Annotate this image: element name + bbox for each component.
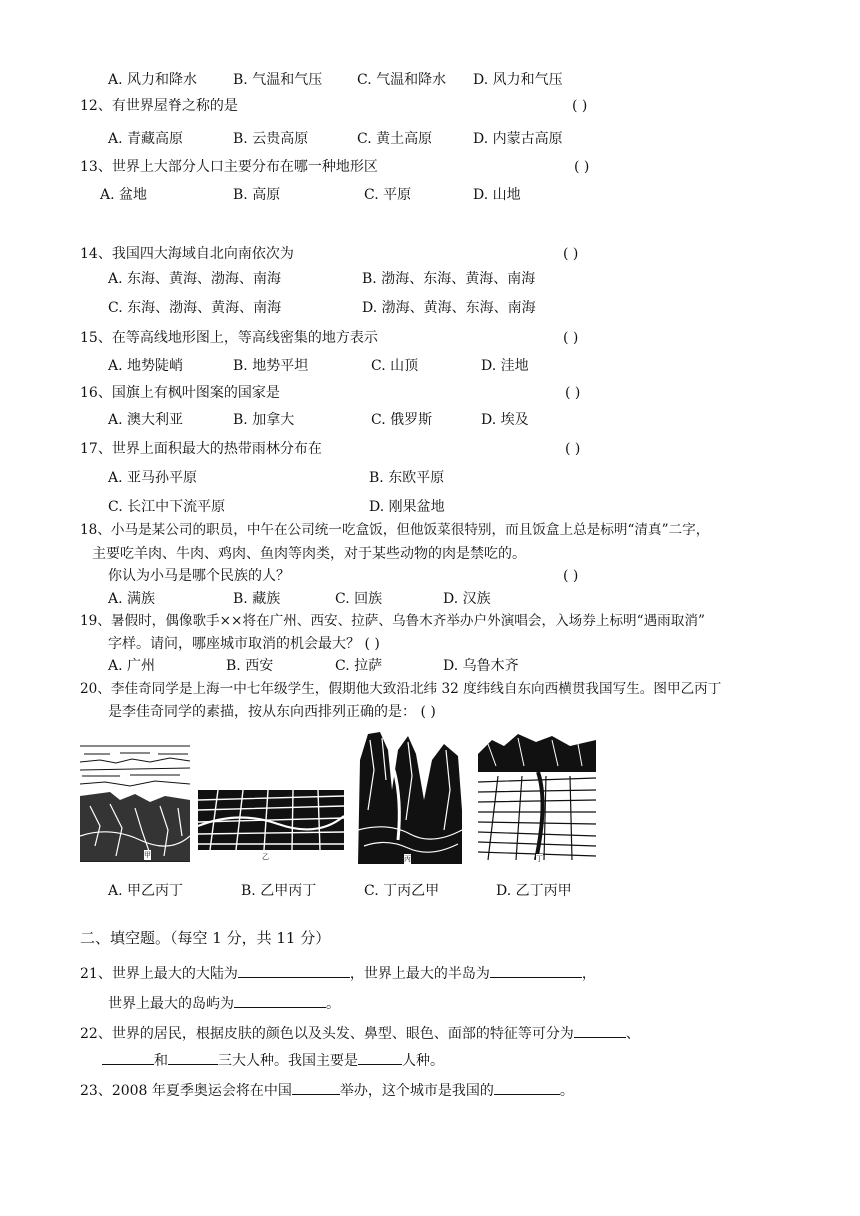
q21-text-e: 。 xyxy=(326,996,340,1012)
q12-option-c: C. 黄土高原 xyxy=(357,131,433,147)
q21-text-b: ，世界上最大的半岛为 xyxy=(349,966,490,982)
q21-text-d: 世界上最大的岛屿为 xyxy=(108,996,234,1012)
q18-option-c: C. 回族 xyxy=(335,591,383,607)
q21-line-2 xyxy=(108,993,340,1013)
q22-text-c: 和 xyxy=(154,1053,168,1069)
q20-option-d: D. 乙丁丙甲 xyxy=(496,883,572,899)
q22-blank-4[interactable] xyxy=(358,1050,402,1065)
q18-option-d: D. 汉族 xyxy=(443,591,491,607)
sketch-bing-drawing xyxy=(358,730,462,864)
section-2-heading: 二、填空题。（每空 1 分，共 11 分） xyxy=(80,929,331,947)
q22-text-e: 人种。 xyxy=(402,1053,444,1069)
q15-answer-paren: ( ) xyxy=(563,330,579,346)
q23-text-b: 举办，这个城市是我国的 xyxy=(339,1083,494,1099)
sketch-bing-caption: 丙 xyxy=(404,855,411,863)
sketch-bing xyxy=(358,730,462,864)
q21-blank-2[interactable] xyxy=(490,963,582,978)
q16-answer-paren: ( ) xyxy=(565,385,581,401)
q19-option-c: C. 拉萨 xyxy=(335,658,383,674)
q18-stem-line-2: 主要吃羊肉、牛肉、鸡肉、鱼肉等肉类，对于某些动物的肉是禁吃的。 xyxy=(92,546,526,562)
q18-option-b: B. 藏族 xyxy=(233,591,281,607)
q23-blank-1[interactable] xyxy=(292,1080,340,1095)
q18-stem-line-1: 18、小马是某公司的职员，中午在公司统一吃盒饭，但他饭菜很特别，而且饭盒上总是标明“清真”二字， xyxy=(80,522,710,538)
q14-option-b: B. 渤海、东海、黄海、南海 xyxy=(362,271,536,287)
q21-line-1 xyxy=(80,963,596,983)
q17-option-c: C. 长江中下流平原 xyxy=(108,499,226,515)
q17-answer-paren: ( ) xyxy=(565,441,581,457)
q23-text-c: 。 xyxy=(559,1083,574,1099)
q21-text-a: 21、世界上最大的大陆为 xyxy=(80,966,238,982)
q12-option-b: B. 云贵高原 xyxy=(233,131,309,147)
q23-text-a: 23、2008 年夏季奥运会将在中国 xyxy=(80,1083,292,1099)
q21-blank-1[interactable] xyxy=(238,963,350,978)
q16-option-c: C. 俄罗斯 xyxy=(371,412,433,428)
q13-option-c: C. 平原 xyxy=(364,187,412,203)
q14-answer-paren: ( ) xyxy=(563,246,579,262)
q16-option-a: A. 澳大利亚 xyxy=(108,412,184,428)
sketch-yi-caption: 乙 xyxy=(262,853,269,861)
q17-option-d: D. 刚果盆地 xyxy=(369,499,445,515)
q18-stem-line-3: 你认为小马是哪个民族的人？ xyxy=(108,568,290,584)
q16-stem: 16、国旗上有枫叶图案的国家是 xyxy=(80,385,280,401)
q22-blank-3[interactable] xyxy=(168,1050,218,1065)
q13-answer-paren: ( ) xyxy=(574,159,590,175)
q20-option-a: A. 甲乙丙丁 xyxy=(108,883,184,899)
q11-option-c: C. 气温和降水 xyxy=(357,72,447,88)
q11-option-b: B. 气温和气压 xyxy=(233,72,323,88)
q20-stem-line-1: 20、李佳奇同学是上海一中七年级学生，假期他大致沿北纬 32 度纬线自东向西横贯我国写生。图甲乙丙丁 xyxy=(80,681,722,697)
q19-option-d: D. 乌鲁木齐 xyxy=(443,658,519,674)
q19-option-b: B. 西安 xyxy=(226,658,274,674)
q13-option-a: A. 盆地 xyxy=(100,187,148,203)
q17-option-a: A. 亚马孙平原 xyxy=(108,470,198,486)
sketch-jia xyxy=(80,736,190,862)
q22-line-2 xyxy=(102,1050,444,1070)
q14-option-c: C. 东海、渤海、黄海、南海 xyxy=(108,300,282,316)
q12-option-a: A. 青藏高原 xyxy=(108,131,184,147)
q19-stem-line-2: 字样。请问，哪座城市取消的机会最大？ ( ) xyxy=(108,636,380,652)
q15-option-d: D. 洼地 xyxy=(481,358,529,374)
q11-option-d: D. 风力和气压 xyxy=(473,72,563,88)
q16-option-b: B. 加拿大 xyxy=(233,412,295,428)
q17-option-b: B. 东欧平原 xyxy=(369,470,445,486)
q15-option-b: B. 地势平坦 xyxy=(233,358,309,374)
q12-option-d: D. 内蒙古高原 xyxy=(473,131,563,147)
q14-stem: 14、我国四大海域自北向南依次为 xyxy=(80,246,294,262)
sketch-ding-caption: 丁 xyxy=(536,855,543,862)
q22-blank-1[interactable] xyxy=(574,1023,626,1038)
sketch-jia-caption: 甲 xyxy=(144,851,151,859)
q14-option-a: A. 东海、黄海、渤海、南海 xyxy=(108,271,282,287)
sketch-ding xyxy=(478,732,596,862)
sketch-yi-drawing xyxy=(198,790,344,862)
q22-blank-2[interactable] xyxy=(102,1050,154,1065)
q18-answer-paren: ( ) xyxy=(563,568,579,584)
q13-option-b: B. 高原 xyxy=(233,187,281,203)
q14-option-d: D. 渤海、黄海、东海、南海 xyxy=(362,300,536,316)
q23-line xyxy=(80,1080,574,1100)
q20-stem-line-2: 是李佳奇同学的素描，按从东向西排列正确的是： ( ) xyxy=(108,704,436,720)
q19-stem-line-1: 19、暑假时，偶像歌手××将在广州、西安、拉萨、乌鲁木齐举办户外演唱会，入场券上标明“遇雨取消” xyxy=(80,613,705,629)
sketch-ding-drawing xyxy=(478,732,596,862)
q15-stem: 15、在等高线地形图上，等高线密集的地方表示 xyxy=(80,330,378,346)
q21-blank-3[interactable] xyxy=(234,993,326,1008)
q17-stem: 17、世界上面积最大的热带雨林分布在 xyxy=(80,441,322,457)
q18-option-a: A. 满族 xyxy=(108,591,156,607)
q22-text-b: 、 xyxy=(625,1026,640,1042)
q13-option-d: D. 山地 xyxy=(473,187,521,203)
sketch-jia-drawing xyxy=(80,736,190,862)
q22-text-d: 三大人种。我国主要是 xyxy=(218,1053,358,1069)
q20-option-c: C. 丁丙乙甲 xyxy=(364,883,440,899)
q20-option-b: B. 乙甲丙丁 xyxy=(241,883,317,899)
q23-blank-2[interactable] xyxy=(494,1080,560,1095)
q19-option-a: A. 广州 xyxy=(108,658,156,674)
q16-option-d: D. 埃及 xyxy=(481,412,529,428)
q15-option-c: C. 山顶 xyxy=(371,358,419,374)
q12-answer-paren: ( ) xyxy=(572,98,588,114)
q11-option-a: A. 风力和降水 xyxy=(108,72,198,88)
q22-line-1 xyxy=(80,1023,640,1043)
q15-option-a: A. 地势陡峭 xyxy=(108,358,184,374)
q13-stem: 13、世界上大部分人口主要分布在哪一种地形区 xyxy=(80,159,378,175)
sketch-yi xyxy=(198,790,344,862)
q21-text-c: ， xyxy=(581,966,596,982)
q22-text-a: 22、世界的居民，根据皮肤的颜色以及头发、鼻型、眼色、面部的特征等可分为 xyxy=(80,1026,574,1042)
q12-stem: 12、有世界屋脊之称的是 xyxy=(80,98,238,114)
